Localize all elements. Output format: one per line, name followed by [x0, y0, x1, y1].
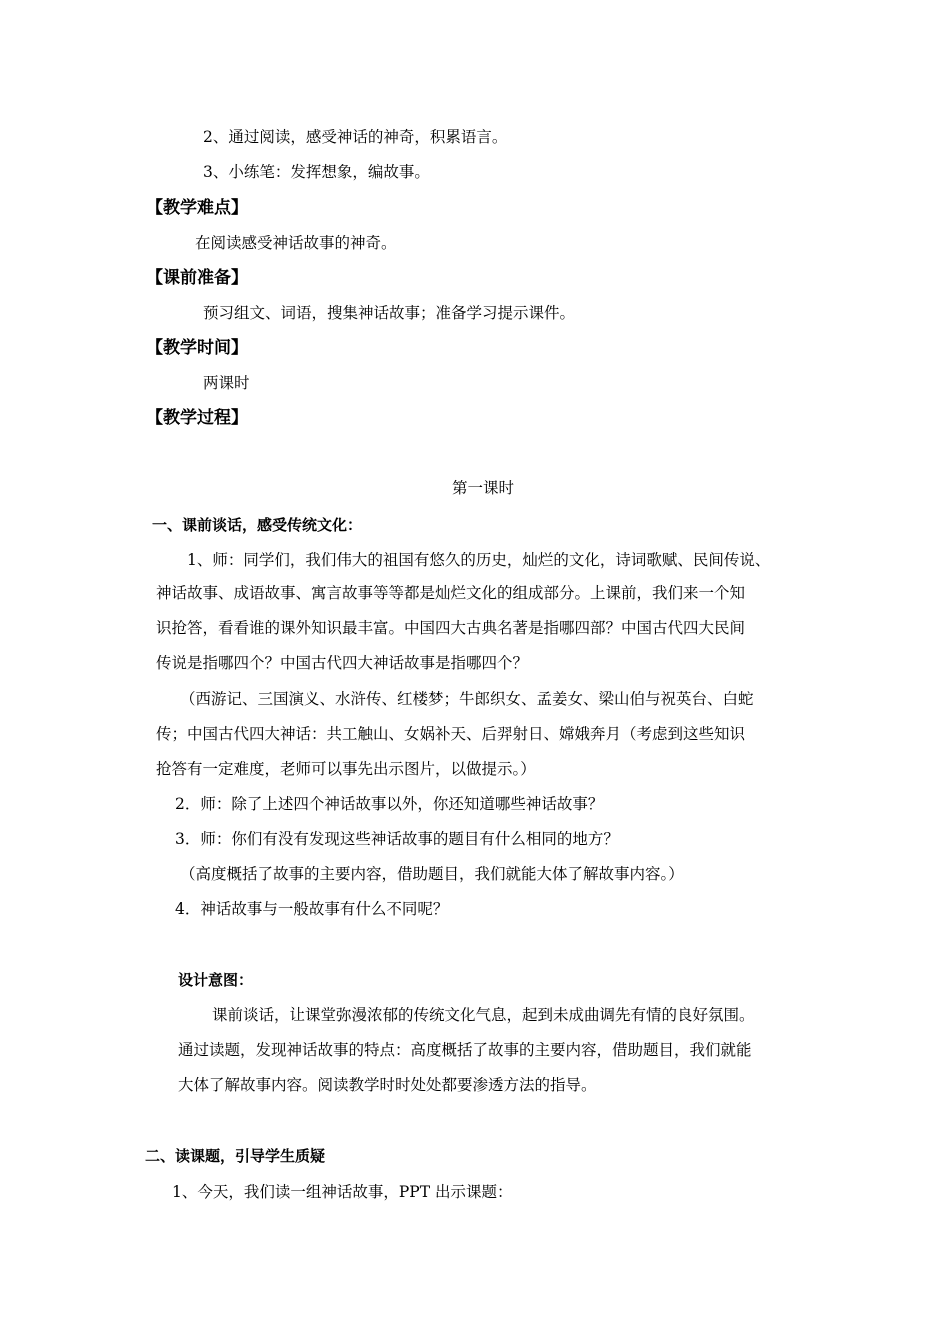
question-2: 2．师：除了上述四个神话故事以外，你还知道哪些神话故事？ — [175, 795, 604, 813]
preparation-heading: 【课前准备】 — [146, 268, 248, 288]
answer-line: 抢答有一定难度，老师可以事先出示图片，以做提示。） — [156, 760, 536, 778]
design-line: 通过读题，发现神话故事的特点：高度概括了故事的主要内容，借助题目，我们就能 — [178, 1041, 752, 1059]
section1-paragraph-line: 1、师：同学们，我们伟大的祖国有悠久的历史，灿烂的文化，诗词歌赋、民间传说、 — [187, 551, 771, 569]
section1-paragraph-line: 神话故事、成语故事、寓言故事等等都是灿烂文化的组成部分。上课前，我们来一个知 — [156, 584, 746, 602]
process-heading: 【教学过程】 — [146, 408, 248, 428]
design-heading: 设计意图： — [178, 971, 254, 989]
preparation-text: 预习组文、词语，搜集神话故事；准备学习提示课件。 — [203, 304, 576, 322]
section2-item-1: 1、今天，我们读一组神话故事，PPT 出示课题： — [172, 1183, 513, 1201]
answer-line: 传；中国古代四大神话：共工触山、女娲补天、后羿射日、嫦娥奔月（考虑到这些知识 — [156, 725, 746, 743]
section1-paragraph-line: 传说是指哪四个？中国古代四大神话故事是指哪四个？ — [156, 654, 529, 672]
objective-item-3: 3、小练笔：发挥想象，编故事。 — [203, 163, 430, 181]
time-heading: 【教学时间】 — [146, 338, 248, 358]
question-3: 3．师：你们有没有发现这些神话故事的题目有什么相同的地方？ — [175, 830, 619, 848]
answer-3: （高度概括了故事的主要内容，借助题目，我们就能大体了解故事内容。） — [180, 865, 684, 883]
section1-paragraph-line: 识抢答，看看谁的课外知识最丰富。中国四大古典名著是指哪四部？中国古代四大民间 — [156, 619, 746, 637]
section1-heading: 一、课前谈话，感受传统文化： — [152, 516, 363, 534]
design-line: 课前谈话，让课堂弥漫浓郁的传统文化气息，起到未成曲调先有情的良好氛围。 — [212, 1006, 755, 1024]
difficulty-heading: 【教学难点】 — [146, 198, 248, 218]
objective-item-2: 2、通过阅读，感受神话的神奇，积累语言。 — [203, 128, 508, 146]
design-line: 大体了解故事内容。阅读教学时时处处都要渗透方法的指导。 — [178, 1076, 597, 1094]
time-text: 两课时 — [203, 374, 250, 392]
difficulty-text: 在阅读感受神话故事的神奇。 — [195, 234, 397, 252]
lesson-title: 第一课时 — [452, 479, 515, 497]
question-4: 4．神话故事与一般故事有什么不同呢？ — [175, 900, 449, 918]
section2-heading: 二、读课题，引导学生质疑 — [145, 1147, 326, 1165]
answer-line: （西游记、三国演义、水浒传、红楼梦；牛郎织女、孟姜女、梁山伯与祝英台、白蛇 — [180, 690, 754, 708]
